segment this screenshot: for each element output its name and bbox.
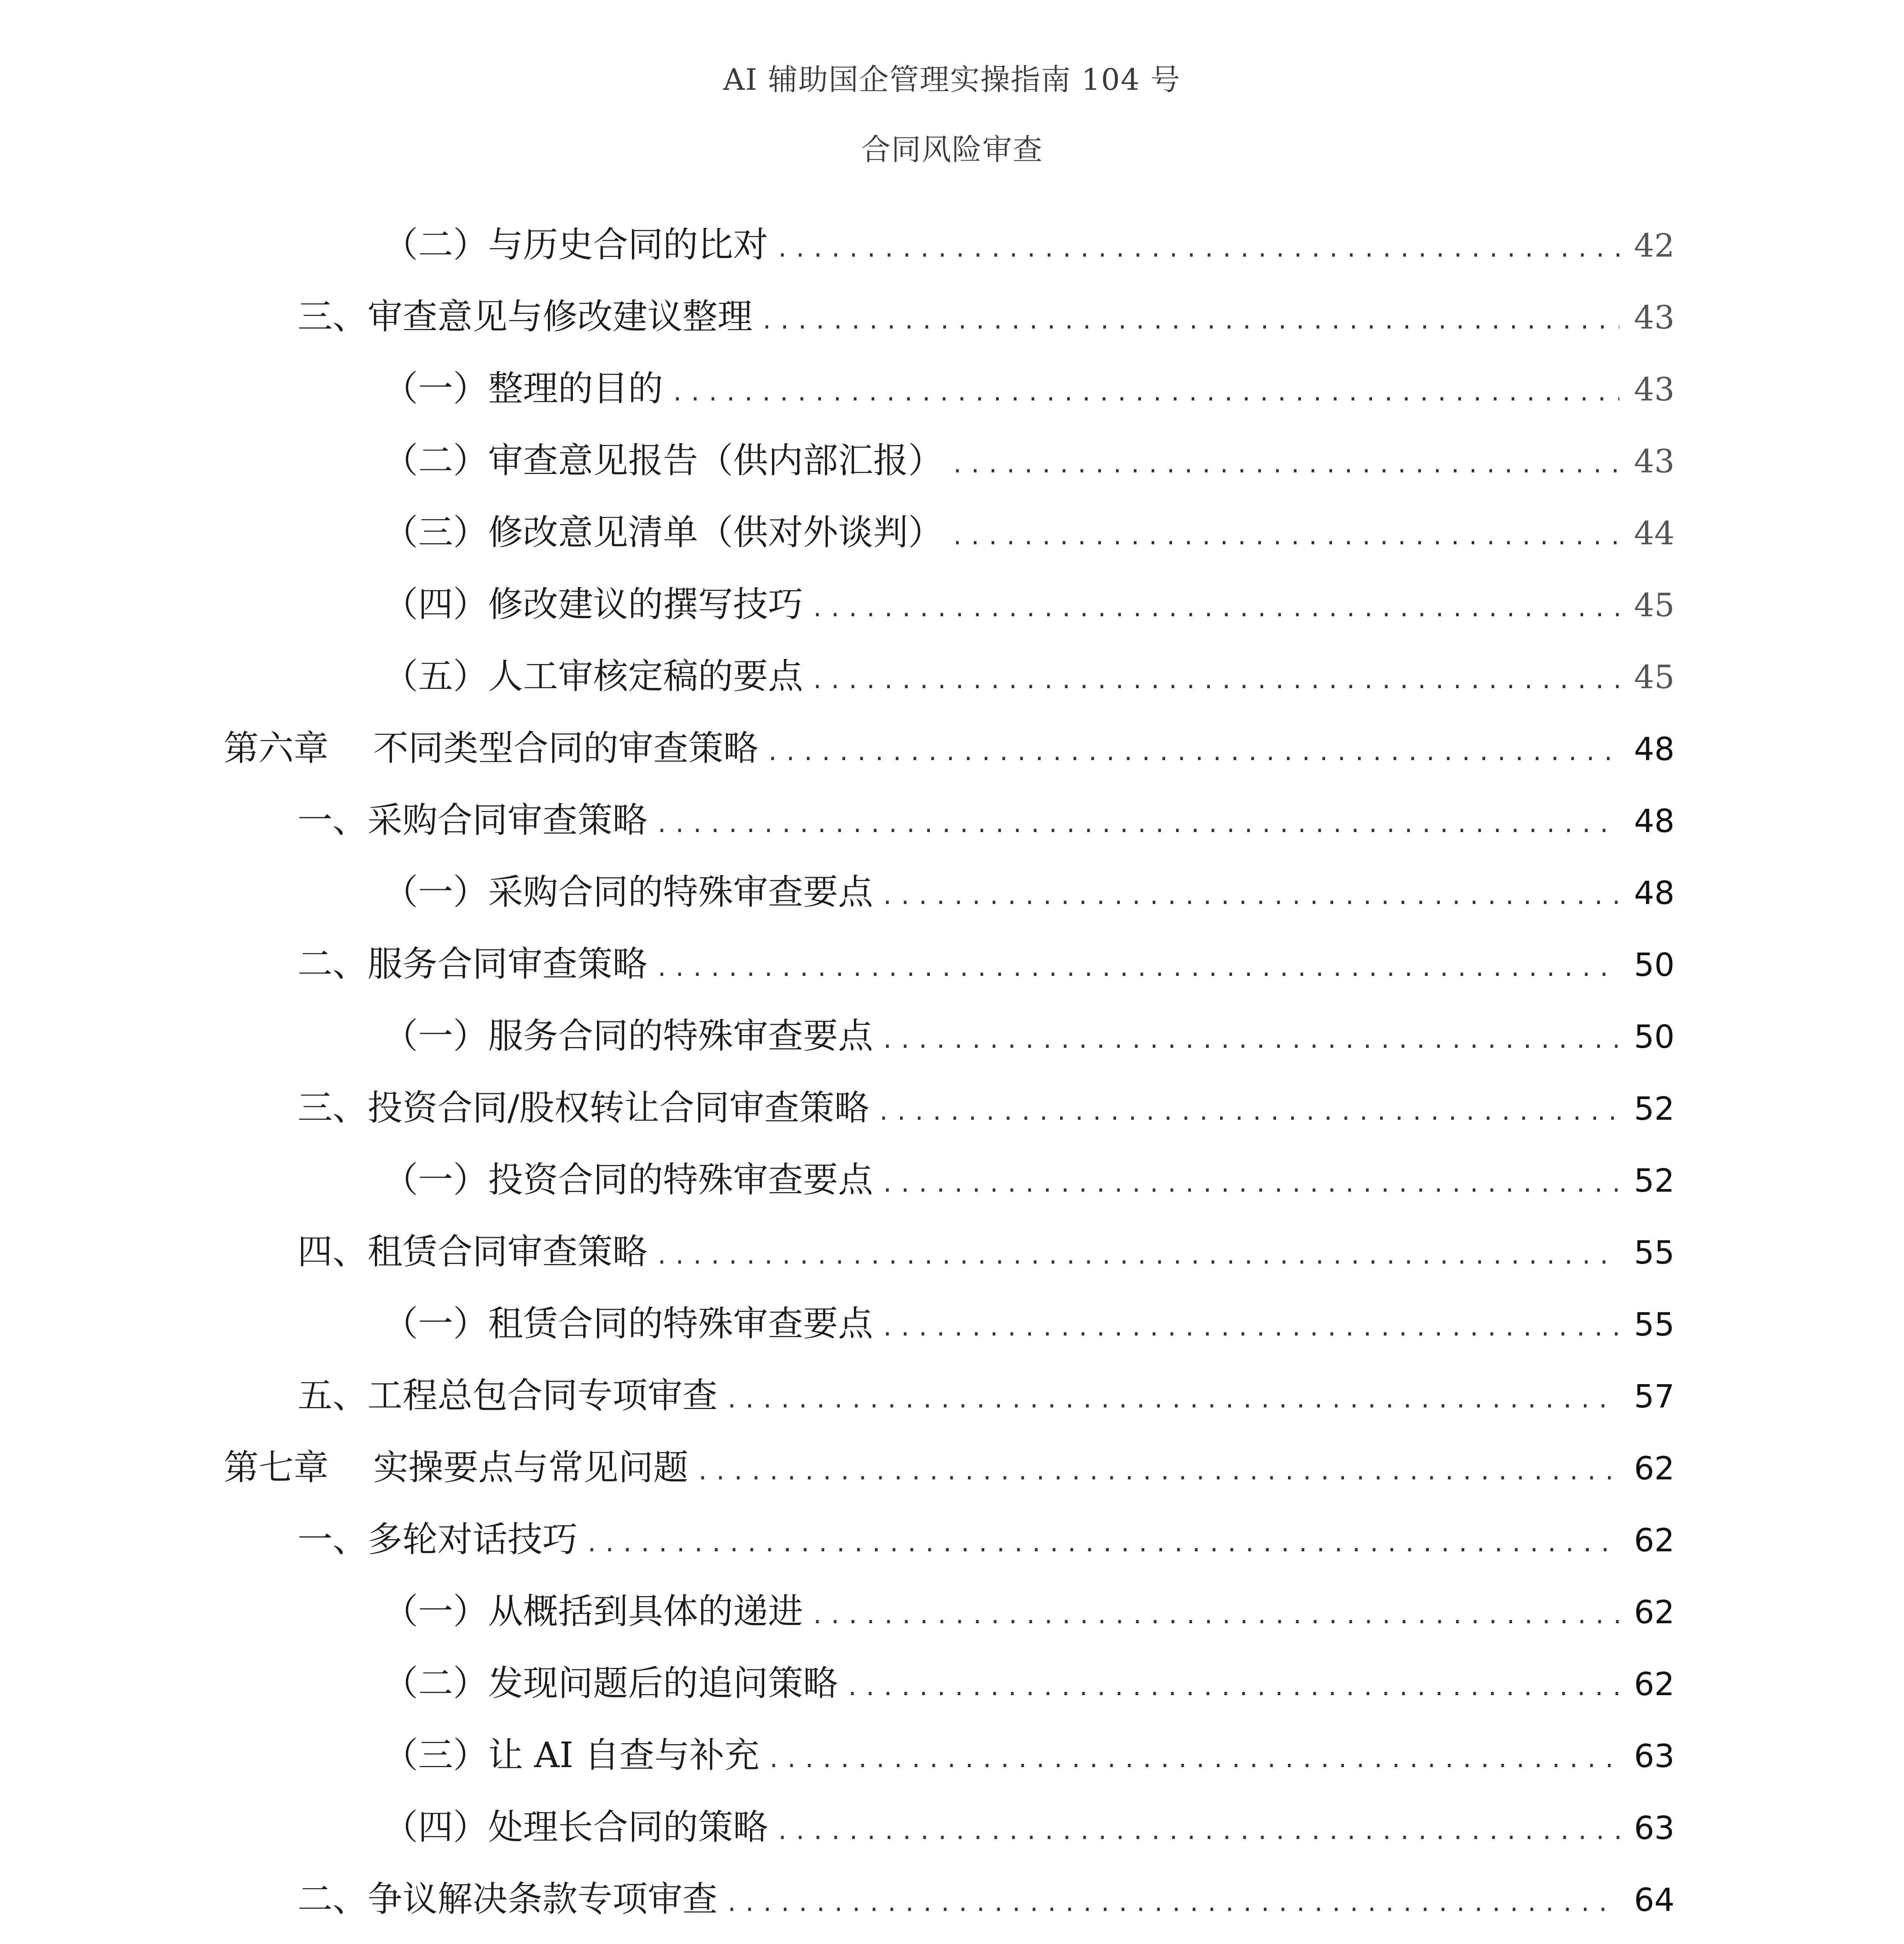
toc-entry-sub[interactable] bbox=[383, 507, 1675, 558]
toc-page-number: 44 bbox=[1634, 515, 1675, 552]
toc-page-number: 42 bbox=[1634, 227, 1675, 264]
toc-entry-text: 实操要点与常见问题 bbox=[373, 1447, 688, 1488]
toc-entry-text: 三、审查意见与修改建议整理 bbox=[298, 296, 752, 337]
toc-entry-section[interactable] bbox=[298, 292, 1675, 342]
toc-entry-title bbox=[383, 867, 873, 918]
dot-leader bbox=[881, 1159, 1619, 1210]
toc-entry-title bbox=[298, 1874, 718, 1925]
dot-leader bbox=[881, 1303, 1619, 1354]
dot-leader bbox=[881, 872, 1619, 922]
toc-entry-text: 二、争议解决条款专项审查 bbox=[298, 1879, 718, 1920]
chapter-number: 第六章 bbox=[224, 728, 329, 769]
toc-entry-title bbox=[383, 435, 943, 486]
toc-entry-text: 四、租赁合同审查策略 bbox=[298, 1231, 648, 1272]
toc-entry-sub[interactable] bbox=[383, 1730, 1675, 1781]
toc-entry-text: 三、投资合同/股权转让合同审查策略 bbox=[298, 1087, 870, 1128]
dot-leader bbox=[760, 296, 1619, 347]
dot-leader bbox=[811, 1591, 1619, 1642]
toc-entry-sub[interactable] bbox=[383, 1802, 1675, 1853]
toc-entry-title bbox=[383, 1802, 768, 1853]
toc-entry-sub[interactable] bbox=[383, 435, 1675, 486]
toc-page-number: 62 bbox=[1634, 1594, 1675, 1631]
toc-entry-text: 五、工程总包合同专项审查 bbox=[298, 1375, 718, 1416]
toc-entry-sub[interactable] bbox=[383, 1586, 1675, 1637]
toc-page-number: 57 bbox=[1634, 1378, 1675, 1415]
toc-page-number: 55 bbox=[1634, 1306, 1675, 1343]
toc-entry-title bbox=[383, 1155, 873, 1205]
dot-leader bbox=[766, 728, 1619, 778]
toc-entry-sub[interactable] bbox=[383, 867, 1675, 918]
toc-entry-text: （三）修改意见清单（供对外谈判） bbox=[383, 512, 943, 553]
toc-page-number: 62 bbox=[1634, 1666, 1675, 1703]
toc-entry-section[interactable] bbox=[298, 1371, 1675, 1421]
toc-entry-text: （二）发现问题后的追问策略 bbox=[383, 1663, 838, 1704]
toc-entry-section[interactable] bbox=[298, 939, 1675, 989]
toc-entry-sub[interactable] bbox=[383, 364, 1675, 414]
toc-page-number: 50 bbox=[1634, 1019, 1675, 1056]
toc-entry-text: （一）服务合同的特殊审查要点 bbox=[383, 1016, 873, 1056]
toc-entry-chapter[interactable] bbox=[224, 723, 1675, 774]
dot-leader bbox=[671, 368, 1619, 419]
toc-entry-text: （一）采购合同的特殊审查要点 bbox=[383, 872, 873, 913]
toc-entry-title bbox=[383, 1299, 873, 1349]
toc-page-number: 48 bbox=[1634, 731, 1675, 768]
toc-page-number: 50 bbox=[1634, 947, 1675, 984]
toc-entry-title bbox=[298, 1514, 578, 1565]
toc-page-number: 43 bbox=[1634, 299, 1675, 336]
toc-entry-text: （三）让 AI 自查与补充 bbox=[383, 1735, 760, 1776]
dot-leader bbox=[951, 512, 1619, 563]
toc-entry-section[interactable] bbox=[298, 1514, 1675, 1565]
dot-leader bbox=[725, 1879, 1619, 1929]
toc-page-number: 52 bbox=[1634, 1163, 1675, 1199]
chapter-number: 第七章 bbox=[224, 1447, 329, 1488]
toc-entry-text: （一）投资合同的特殊审查要点 bbox=[383, 1159, 873, 1200]
toc-entry-text: （二）审查意见报告（供内部汇报） bbox=[383, 440, 943, 481]
toc-page-number: 48 bbox=[1634, 803, 1675, 840]
document-title: AI 辅助国企管理实操指南 104 号 bbox=[723, 62, 1181, 97]
toc-entry-text: （一）租赁合同的特殊审查要点 bbox=[383, 1303, 873, 1344]
toc-page-number: 45 bbox=[1634, 659, 1675, 696]
toc-entry-title bbox=[224, 1442, 688, 1493]
dot-leader bbox=[811, 656, 1619, 706]
toc-entry-text: （四）修改建议的撰写技巧 bbox=[383, 584, 803, 625]
toc-entry-title bbox=[383, 507, 943, 558]
toc-entry-title bbox=[298, 1227, 648, 1277]
dot-leader bbox=[655, 800, 1619, 850]
dot-leader bbox=[696, 1447, 1619, 1498]
toc-entry-chapter[interactable] bbox=[224, 1442, 1675, 1493]
toc-entry-text: 二、服务合同审查策略 bbox=[298, 944, 648, 984]
toc-page-number: 45 bbox=[1634, 587, 1675, 624]
document-subtitle: 合同风险审查 bbox=[861, 132, 1043, 167]
dot-leader bbox=[776, 224, 1619, 275]
toc-page-number: 64 bbox=[1634, 1882, 1675, 1919]
dot-leader bbox=[585, 1519, 1619, 1570]
toc-entry-text: （四）处理长合同的策略 bbox=[383, 1807, 768, 1848]
dot-leader bbox=[767, 1735, 1619, 1785]
toc-entry-title bbox=[298, 939, 648, 989]
toc-entry-title bbox=[298, 795, 648, 846]
toc-page-number: 63 bbox=[1634, 1810, 1675, 1847]
toc-entry-title bbox=[383, 1730, 760, 1781]
toc-entry-title bbox=[298, 1083, 869, 1133]
toc-entry-title bbox=[298, 292, 752, 342]
dot-leader bbox=[725, 1375, 1619, 1426]
toc-entry-title bbox=[383, 364, 663, 414]
dot-leader bbox=[877, 1087, 1619, 1138]
page-header bbox=[0, 58, 1904, 198]
toc-entry-sub[interactable] bbox=[383, 1299, 1675, 1349]
toc-entry-title bbox=[224, 723, 758, 774]
dot-leader bbox=[951, 440, 1619, 491]
toc-entry-section[interactable] bbox=[298, 795, 1675, 846]
toc-page-number: 43 bbox=[1634, 371, 1675, 408]
toc-entry-sub[interactable] bbox=[383, 651, 1675, 702]
dot-leader bbox=[776, 1807, 1619, 1857]
dot-leader bbox=[655, 1231, 1619, 1282]
toc-entry-title bbox=[383, 651, 803, 702]
toc-entry-title bbox=[298, 1371, 718, 1421]
toc-entry-text: （二）与历史合同的比对 bbox=[383, 224, 768, 265]
toc-entry-title bbox=[383, 1011, 873, 1061]
toc-page-number: 43 bbox=[1634, 443, 1675, 480]
toc-entry-text: 一、采购合同审查策略 bbox=[298, 800, 648, 841]
toc-entry-section[interactable] bbox=[298, 1083, 1675, 1133]
toc-entry-sub[interactable] bbox=[383, 220, 1675, 270]
toc-entry-sub[interactable] bbox=[383, 579, 1675, 630]
toc-entry-text: （一）整理的目的 bbox=[383, 368, 663, 409]
toc-entry-sub[interactable] bbox=[383, 1658, 1675, 1709]
toc-entry-text: 一、多轮对话技巧 bbox=[298, 1519, 578, 1560]
toc-page-number: 63 bbox=[1634, 1738, 1675, 1775]
toc-entry-text: （一）从概括到具体的递进 bbox=[383, 1591, 803, 1632]
toc-entry-sub[interactable] bbox=[383, 1011, 1675, 1061]
dot-leader bbox=[655, 944, 1619, 994]
table-of-contents bbox=[0, 220, 1904, 1944]
toc-entry-sub[interactable] bbox=[383, 1155, 1675, 1205]
toc-entry-section[interactable] bbox=[298, 1874, 1675, 1925]
toc-entry-title bbox=[383, 579, 803, 630]
toc-page-number: 48 bbox=[1634, 875, 1675, 912]
dot-leader bbox=[811, 584, 1619, 635]
toc-entry-text: 不同类型合同的审查策略 bbox=[373, 728, 758, 769]
toc-entry-title bbox=[383, 220, 768, 270]
toc-page-number: 62 bbox=[1634, 1450, 1675, 1487]
toc-page-number: 52 bbox=[1634, 1091, 1675, 1128]
dot-leader bbox=[846, 1663, 1619, 1713]
toc-entry-title bbox=[383, 1586, 803, 1637]
toc-entry-title bbox=[383, 1658, 838, 1709]
toc-entry-text: （五）人工审核定稿的要点 bbox=[383, 656, 803, 697]
dot-leader bbox=[881, 1016, 1619, 1066]
toc-page-number: 62 bbox=[1634, 1522, 1675, 1559]
toc-page-number: 55 bbox=[1634, 1234, 1675, 1271]
toc-entry-section[interactable] bbox=[298, 1227, 1675, 1277]
